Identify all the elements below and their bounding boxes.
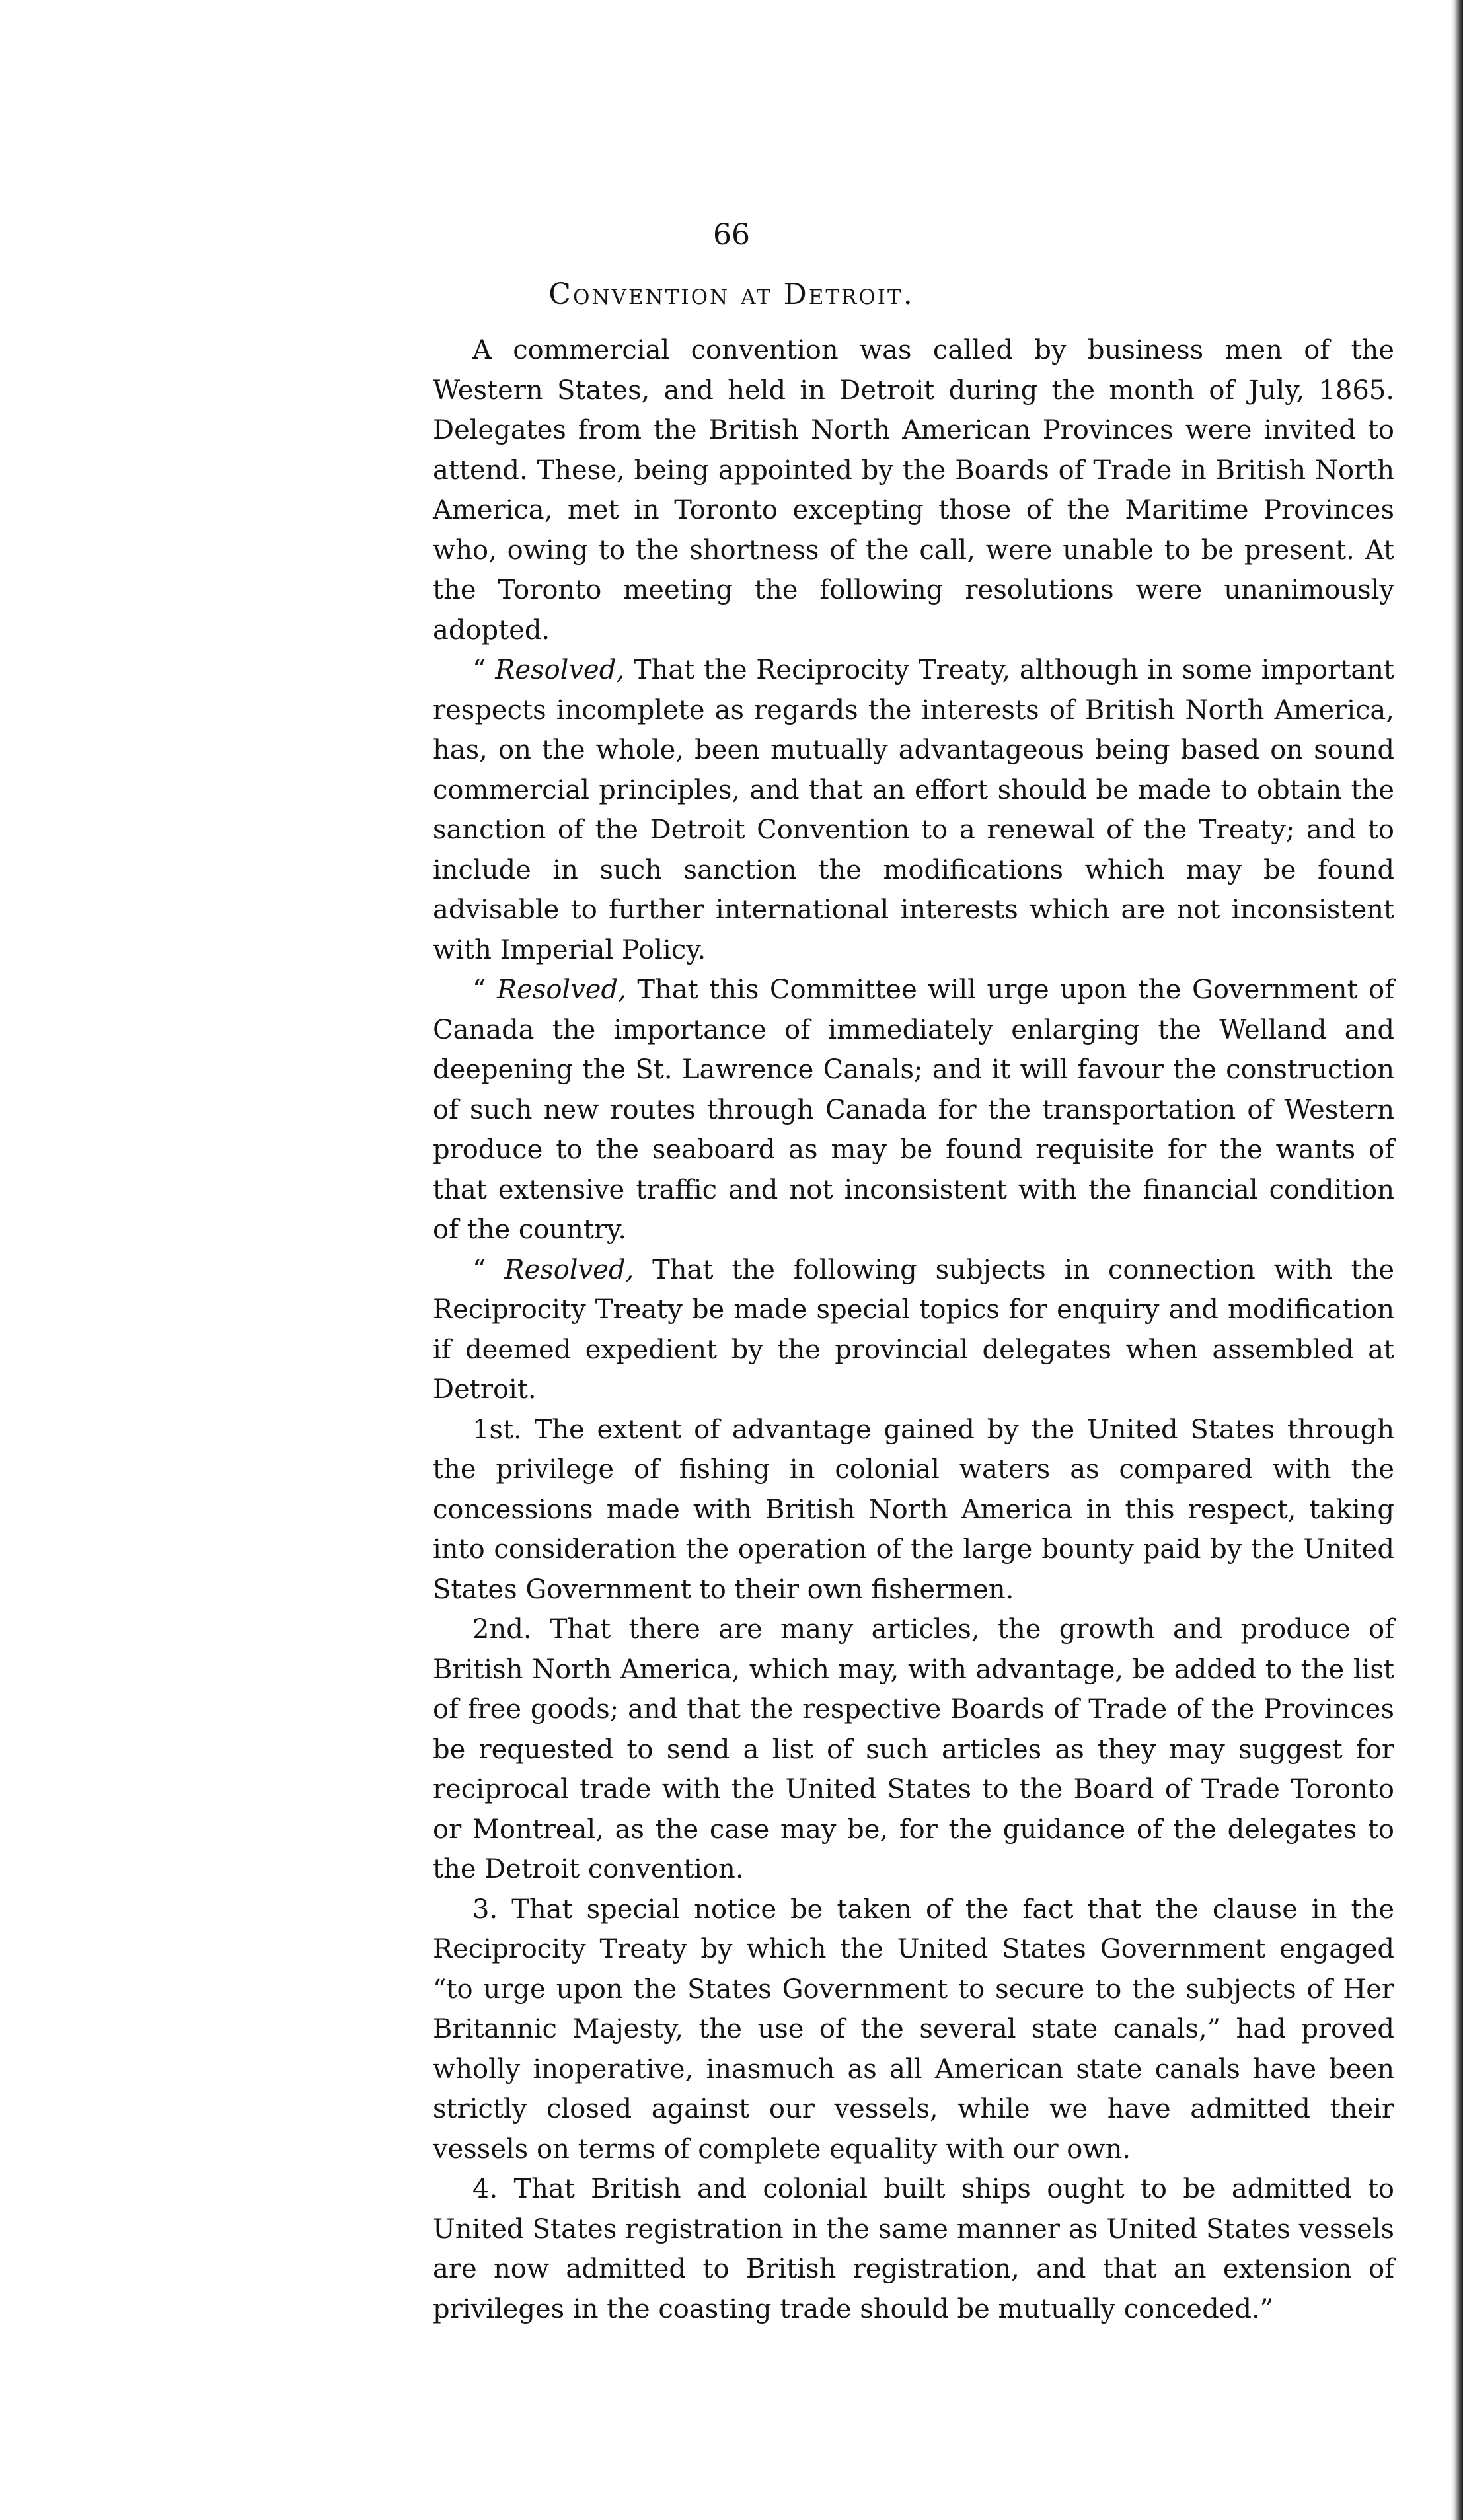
page-heading: Convention at Detroit. <box>548 278 915 311</box>
resolved-keyword: Resolved, <box>497 975 626 1005</box>
item-paragraph: 2nd. That there are many articles, the growth and produce of British North America, which may, with advantage, be added to the list of free goods; and that the respective Boards of Trade of the Provinces be requested to send a list of such articles as they may suggest for reciprocal trade with the United States to the Board of Trade Toronto or Montreal, as the case may be, for the guidance of the delegates to the Detroit convention. <box>433 1614 1394 1884</box>
resolution-paragraph <box>433 970 1394 1250</box>
item-paragraph: 3. That special notice be taken of the fact that the clause in the Reciprocity Treaty by which the United States Government engaged “to urge upon the States Government to secure to the subjects of Her Britannic Majesty, the use of the several state canals,” had proved wholly inoperative, inasmuch as all American state canals have been strictly closed against our vessels, while we have admitted their vessels on terms of complete equality with our own. <box>433 1894 1394 2165</box>
resolved-keyword: Resolved, <box>504 1254 634 1285</box>
item-paragraph: 1st. The extent of advantage gained by the United States through the privilege of fishing in colonial waters as compared with the concessions made with British North America in this respect, taking into consideration the operation of the large bounty paid by the United States Government to their own fishermen. <box>433 1414 1394 1605</box>
resolution-text: That the following subjects in connection with the Reciprocity Treaty be made special topics for enquiry and modification if deemed expedient by the provincial delegates when assembled at Detroit. <box>433 1254 1394 1405</box>
resolution-paragraph <box>433 650 1394 970</box>
resolution-paragraph <box>433 1250 1394 1410</box>
resolution-text: That this Committee will urge upon the Government of Canada the importance of immediately enlarging the Welland and deepening the St. Lawrence Canals; and it will favour the construction of such new routes through Canada for the transportation of Western produce to the seaboard as may be found requisite for the wants of that extensive traffic and not inconsistent with the financial condition of the country. <box>433 975 1395 1245</box>
intro-paragraph: A commercial convention was called by business men of the Western States, and held in Detroit during the month of July, 1865. Delegates from the British North American Provinces were invited to attend. These, being appointed by the Boards of Trade in British North America, met in Toronto excepting those of the Maritime Provinces who, owing to the shortness of the call, were unable to be present. At the Toronto meeting the following resolutions were unanimously adopted. <box>433 335 1394 646</box>
resolution-text: That the Reciprocity Treaty, although in some important respects incomplete as regards the interests of British North America, has, on the whole, been mutually advantageous being based on sound commercial principles, and that an effort should be made to obtain the sanction of the Detroit Convention to a renewal of the Treaty; and to include in such sanction the modifications which may be found advisable to further international interests which are not inconsistent with Imperial Policy. <box>433 655 1395 965</box>
open-quote: “ <box>472 975 486 1005</box>
page-number: 66 <box>713 218 750 252</box>
page-edge-shadow <box>1451 0 1463 2520</box>
body-text <box>433 330 1394 2329</box>
resolved-keyword: Resolved, <box>495 655 625 685</box>
item-paragraph: 4. That British and colonial built ships ought to be admitted to United States registration in the same manner as United States vessels are now admitted to British registration, and that an extension of privileges in the coasting trade should be mutually conceded.” <box>433 2174 1394 2324</box>
open-quote: “ <box>472 655 486 685</box>
open-quote: “ <box>472 1254 486 1285</box>
